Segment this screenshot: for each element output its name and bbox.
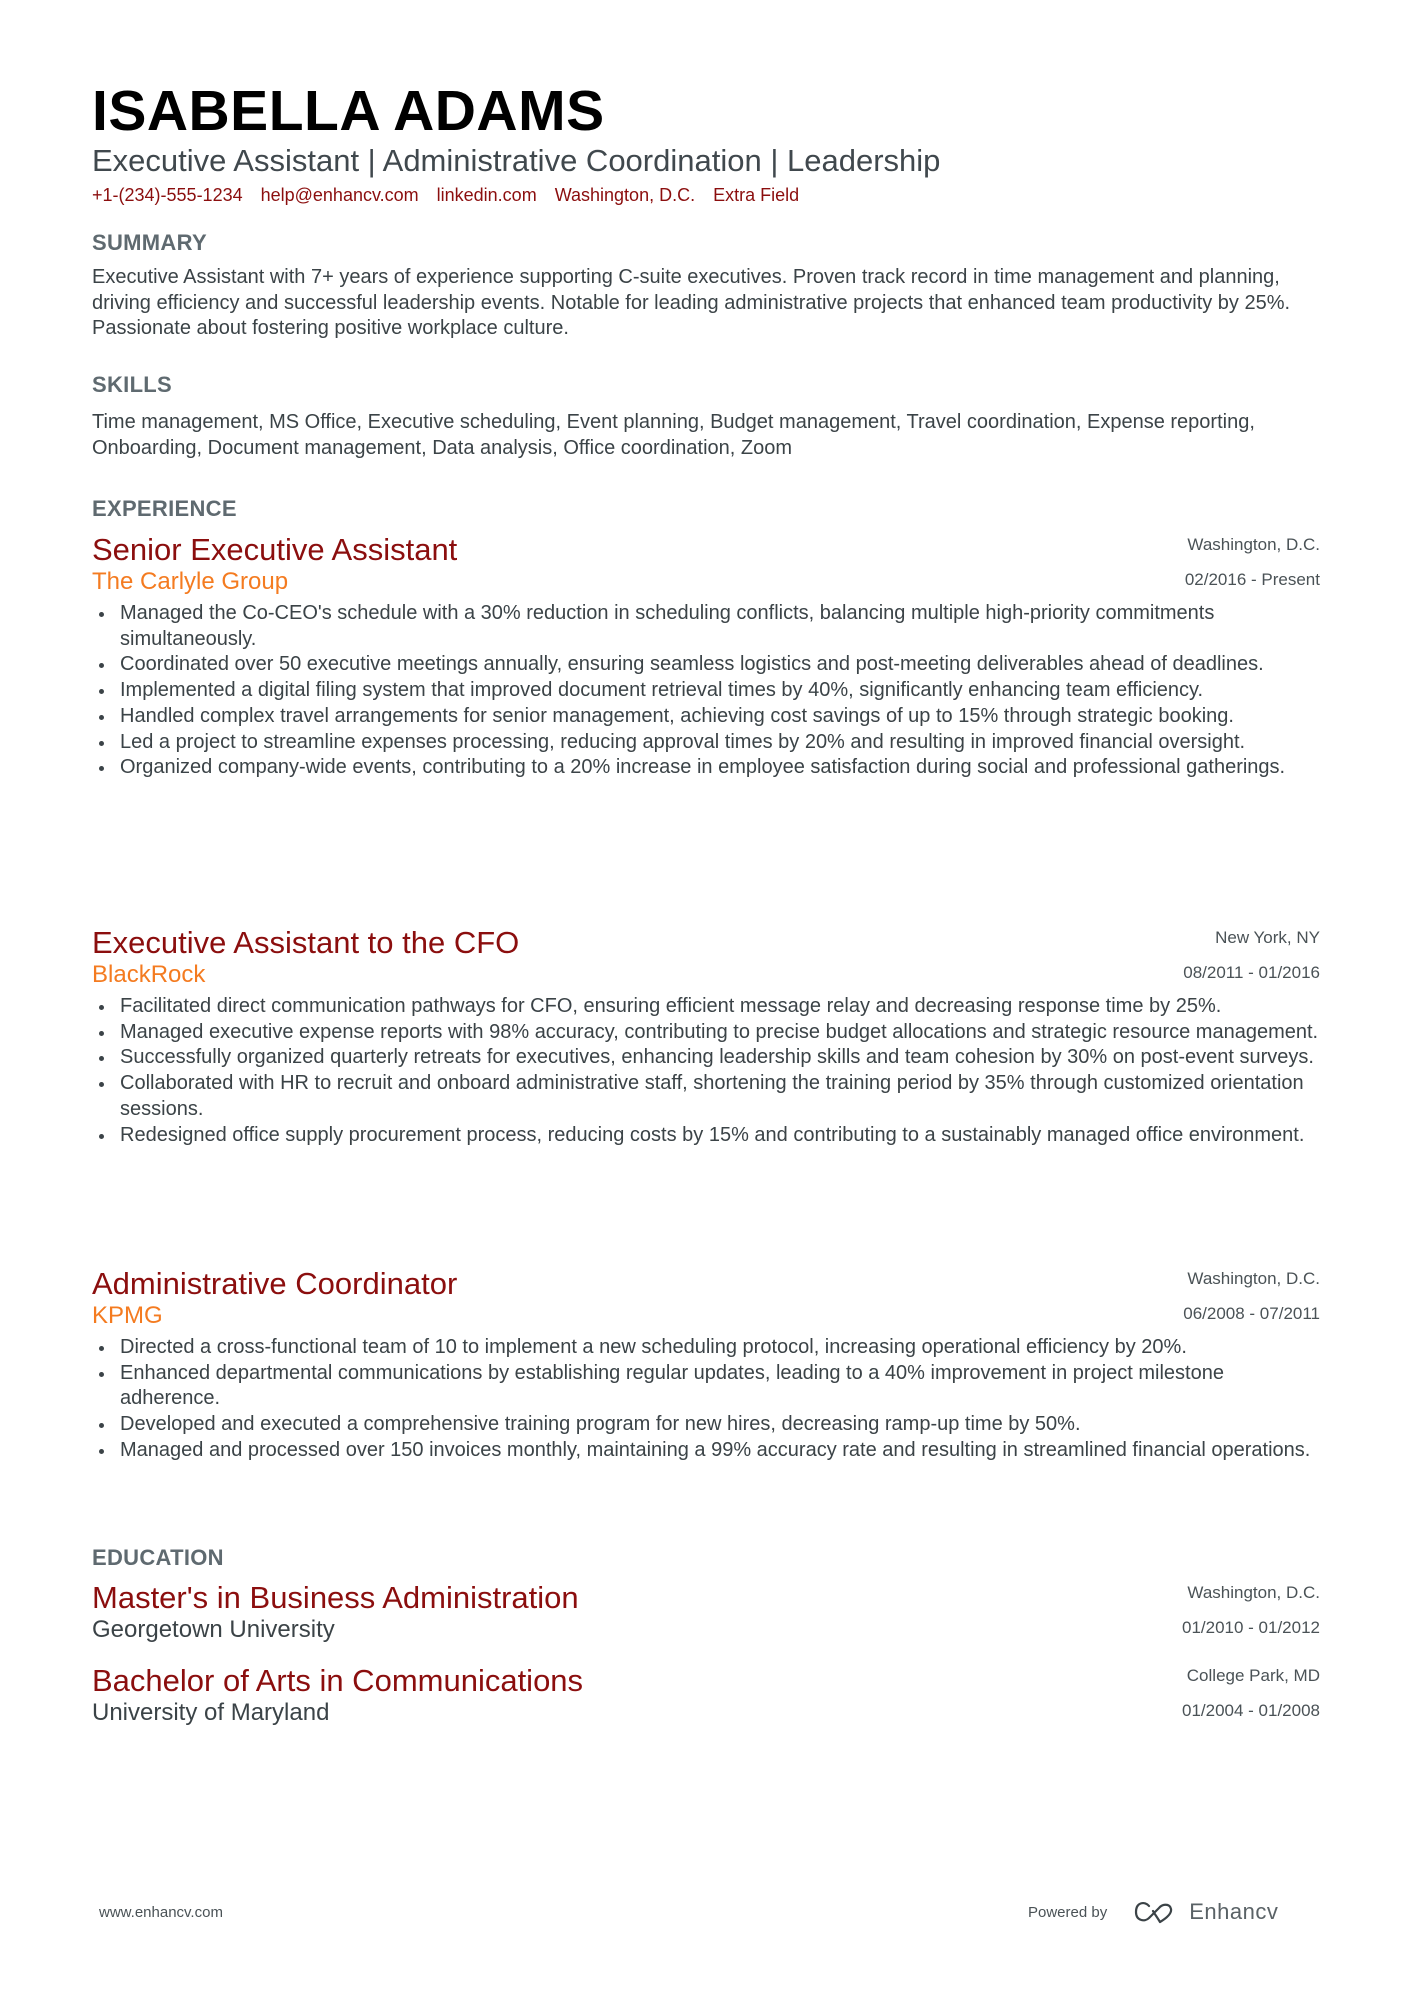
candidate-name: ISABELLA ADAMS: [92, 79, 605, 143]
enhancv-brand-name: Enhancv: [1189, 1899, 1279, 1924]
job-location: Washington, D.C.: [1187, 535, 1320, 554]
degree-title: Bachelor of Arts in Communications: [92, 1663, 584, 1698]
job-dates: 08/2011 - 01/2016: [1183, 963, 1320, 982]
job-dates: 02/2016 - Present: [1184, 570, 1320, 589]
education-location: Washington, D.C.: [1187, 1583, 1320, 1602]
job-title: Senior Executive Assistant: [92, 532, 458, 567]
degree-title: Master's in Business Administration: [92, 1580, 579, 1615]
powered-by-badge[interactable]: [1028, 1898, 1278, 1926]
contact-extra-field: Extra Field: [713, 185, 800, 205]
bullet-item: Led a project to streamline expenses processing, reducing approval times by 20% and resulting in improved financial oversight.: [120, 730, 1320, 756]
job-bullets: [92, 994, 1320, 1148]
job-dates: 06/2008 - 07/2011: [1183, 1304, 1320, 1323]
school-name: University of Maryland: [92, 1699, 330, 1726]
bullet-item: Collaborated with HR to recruit and onboard administrative staff, shortening the training period by 35% through customized orientation sessions.: [120, 1071, 1320, 1122]
bullet-item: Successfully organized quarterly retreats for executives, enhancing leadership skills and team cohesion by 30% on post-event surveys.: [120, 1045, 1320, 1071]
job-title: Administrative Coordinator: [92, 1266, 458, 1301]
contact-location: Washington, D.C.: [554, 185, 696, 205]
company-name: KPMG: [92, 1302, 163, 1329]
bullet-item: Handled complex travel arrangements for senior management, achieving cost savings of up to 15% through strategic booking.: [120, 704, 1320, 730]
job-bullets: [92, 601, 1320, 781]
summary-text: Executive Assistant with 7+ years of experience supporting C-suite executives. Proven track record in time management and planning, driving efficiency and successful leadership events. Notable for leading administrative projects that enhanced team productivity by 25%. Passionate about fostering positive workplace culture.: [92, 266, 1291, 340]
section-heading-skills: SKILLS: [92, 372, 173, 397]
footer-website-link[interactable]: www.enhancv.com: [99, 1904, 223, 1921]
bullet-item: Developed and executed a comprehensive training program for new hires, decreasing ramp-up time by 50%.: [120, 1412, 1320, 1438]
bullet-item: Facilitated direct communication pathways for CFO, ensuring efficient message relay and decreasing response time by 25%.: [120, 994, 1320, 1020]
contact-info: [92, 183, 817, 207]
section-heading-education: EDUCATION: [92, 1545, 224, 1570]
company-name: The Carlyle Group: [92, 568, 289, 595]
bullet-item: Managed the Co-CEO's schedule with a 30% reduction in scheduling conflicts, balancing multiple high-priority commitments simultaneously.: [120, 601, 1320, 652]
job-location: New York, NY: [1215, 928, 1320, 947]
education-location: College Park, MD: [1186, 1666, 1320, 1685]
bullet-item: Enhanced departmental communications by establishing regular updates, leading to a 40% improvement in project milestone adherence.: [120, 1361, 1320, 1412]
job-bullets: [92, 1335, 1320, 1464]
bullet-item: Organized company-wide events, contributing to a 20% increase in employee satisfaction during social and professional gatherings.: [120, 755, 1320, 781]
powered-by-label: Powered by: [1028, 1903, 1108, 1921]
contact-phone[interactable]: +1-(234)-555-1234: [92, 185, 243, 205]
skills-text: Time management, MS Office, Executive scheduling, Event planning, Budget management, Travel coordination, Expense reporting, Onboarding, Document management, Data analysis, Office coordination, Zoom: [92, 411, 1255, 459]
job-location: Washington, D.C.: [1187, 1269, 1320, 1288]
candidate-headline: Executive Assistant | Administrative Coordination | Leadership: [92, 143, 941, 178]
bullet-item: Redesigned office supply procurement process, reducing costs by 15% and contributing to a sustainably managed office environment.: [120, 1123, 1320, 1149]
job-title: Executive Assistant to the CFO: [92, 925, 520, 960]
company-name: BlackRock: [92, 961, 206, 988]
bullet-item: Managed and processed over 150 invoices monthly, maintaining a 99% accuracy rate and resulting in streamlined financial operations.: [120, 1438, 1320, 1464]
bullet-item: Coordinated over 50 executive meetings annually, ensuring seamless logistics and post-meeting deliverables ahead of deadlines.: [120, 652, 1320, 678]
bullet-item: Directed a cross-functional team of 10 to implement a new scheduling protocol, increasing operational efficiency by 20%.: [120, 1335, 1320, 1361]
section-heading-experience: EXPERIENCE: [92, 496, 237, 521]
enhancv-logo-icon: [1133, 1899, 1177, 1925]
education-dates: 01/2010 - 01/2012: [1181, 1618, 1320, 1637]
education-dates: 01/2004 - 01/2008: [1181, 1701, 1320, 1720]
school-name: Georgetown University: [92, 1616, 335, 1643]
bullet-item: Managed executive expense reports with 98% accuracy, contributing to precise budget allocations and strategic resource management.: [120, 1020, 1320, 1046]
contact-email[interactable]: help@enhancv.com: [260, 185, 419, 205]
contact-linkedin[interactable]: linkedin.com: [436, 185, 537, 205]
section-heading-summary: SUMMARY: [92, 230, 207, 255]
bullet-item: Implemented a digital filing system that improved document retrieval times by 40%, significantly enhancing team efficiency.: [120, 678, 1320, 704]
